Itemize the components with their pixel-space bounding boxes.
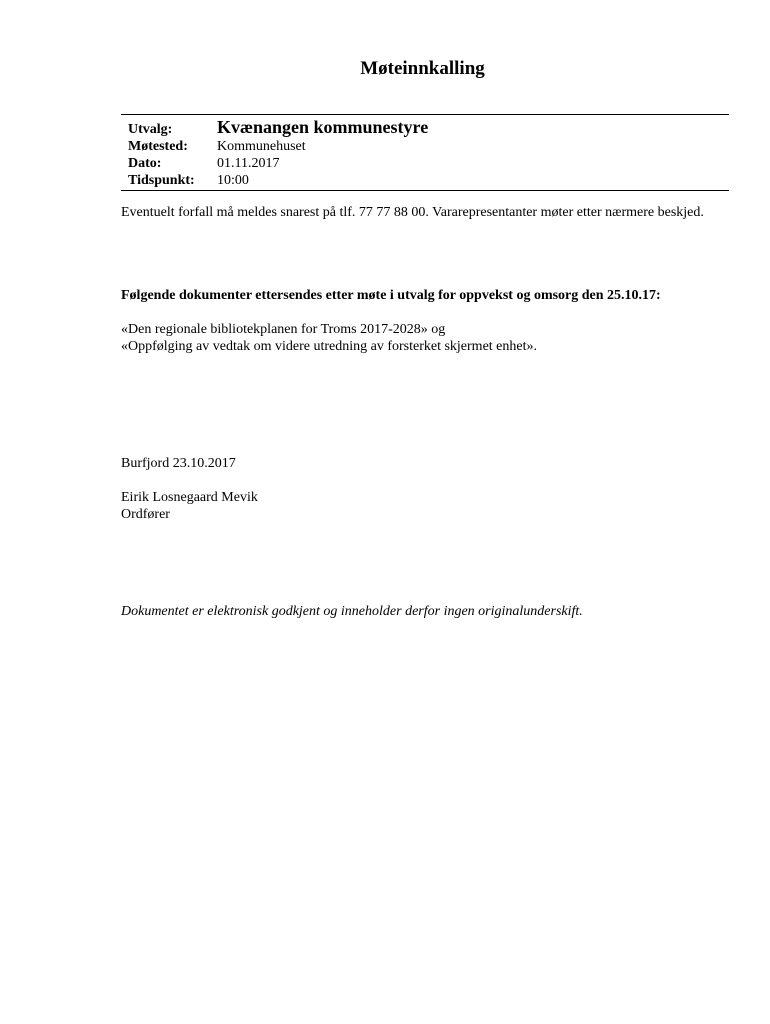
tidspunkt-value: 10:00 <box>217 173 249 188</box>
dato-label: Dato: <box>128 156 162 171</box>
documents-heading: Følgende dokumenter ettersendes etter møte i utvalg for oppvekst og omsorg den 25.10.17: <box>121 288 661 303</box>
meta-row-utvalg <box>121 117 729 138</box>
meta-row-motested <box>121 138 729 155</box>
motested-value: Kommunehuset <box>217 139 306 154</box>
documents-list <box>121 321 537 355</box>
meta-row-tidspunkt <box>121 172 729 189</box>
signer-name: Eirik Losnegaard Mevik <box>121 490 258 505</box>
signature-block <box>121 489 258 523</box>
document-item: «Den regionale bibliotekplanen for Troms 2017-2028» og <box>121 322 446 337</box>
electronic-approval-note: Dokumentet er elektronisk godkjent og inneholder derfor ingen originalunderskift. <box>121 604 583 619</box>
dato-value: 01.11.2017 <box>217 156 280 171</box>
place-date: Burfjord 23.10.2017 <box>121 456 236 471</box>
meeting-info-table <box>121 114 729 191</box>
utvalg-value: Kvænangen kommunestyre <box>217 117 429 137</box>
document-title: Møteinnkalling <box>360 58 485 79</box>
absence-notice: Eventuelt forfall må meldes snarest på tlf. 77 77 88 00. Vararepresentanter møter etter nærmere beskjed. <box>121 205 704 220</box>
meta-row-dato <box>121 155 729 172</box>
motested-label: Møtested: <box>128 139 188 154</box>
tidspunkt-label: Tidspunkt: <box>128 173 195 188</box>
signer-title: Ordfører <box>121 507 170 522</box>
utvalg-label: Utvalg: <box>128 122 173 137</box>
document-item: «Oppfølging av vedtak om videre utredning av forsterket skjermet enhet». <box>121 339 537 354</box>
